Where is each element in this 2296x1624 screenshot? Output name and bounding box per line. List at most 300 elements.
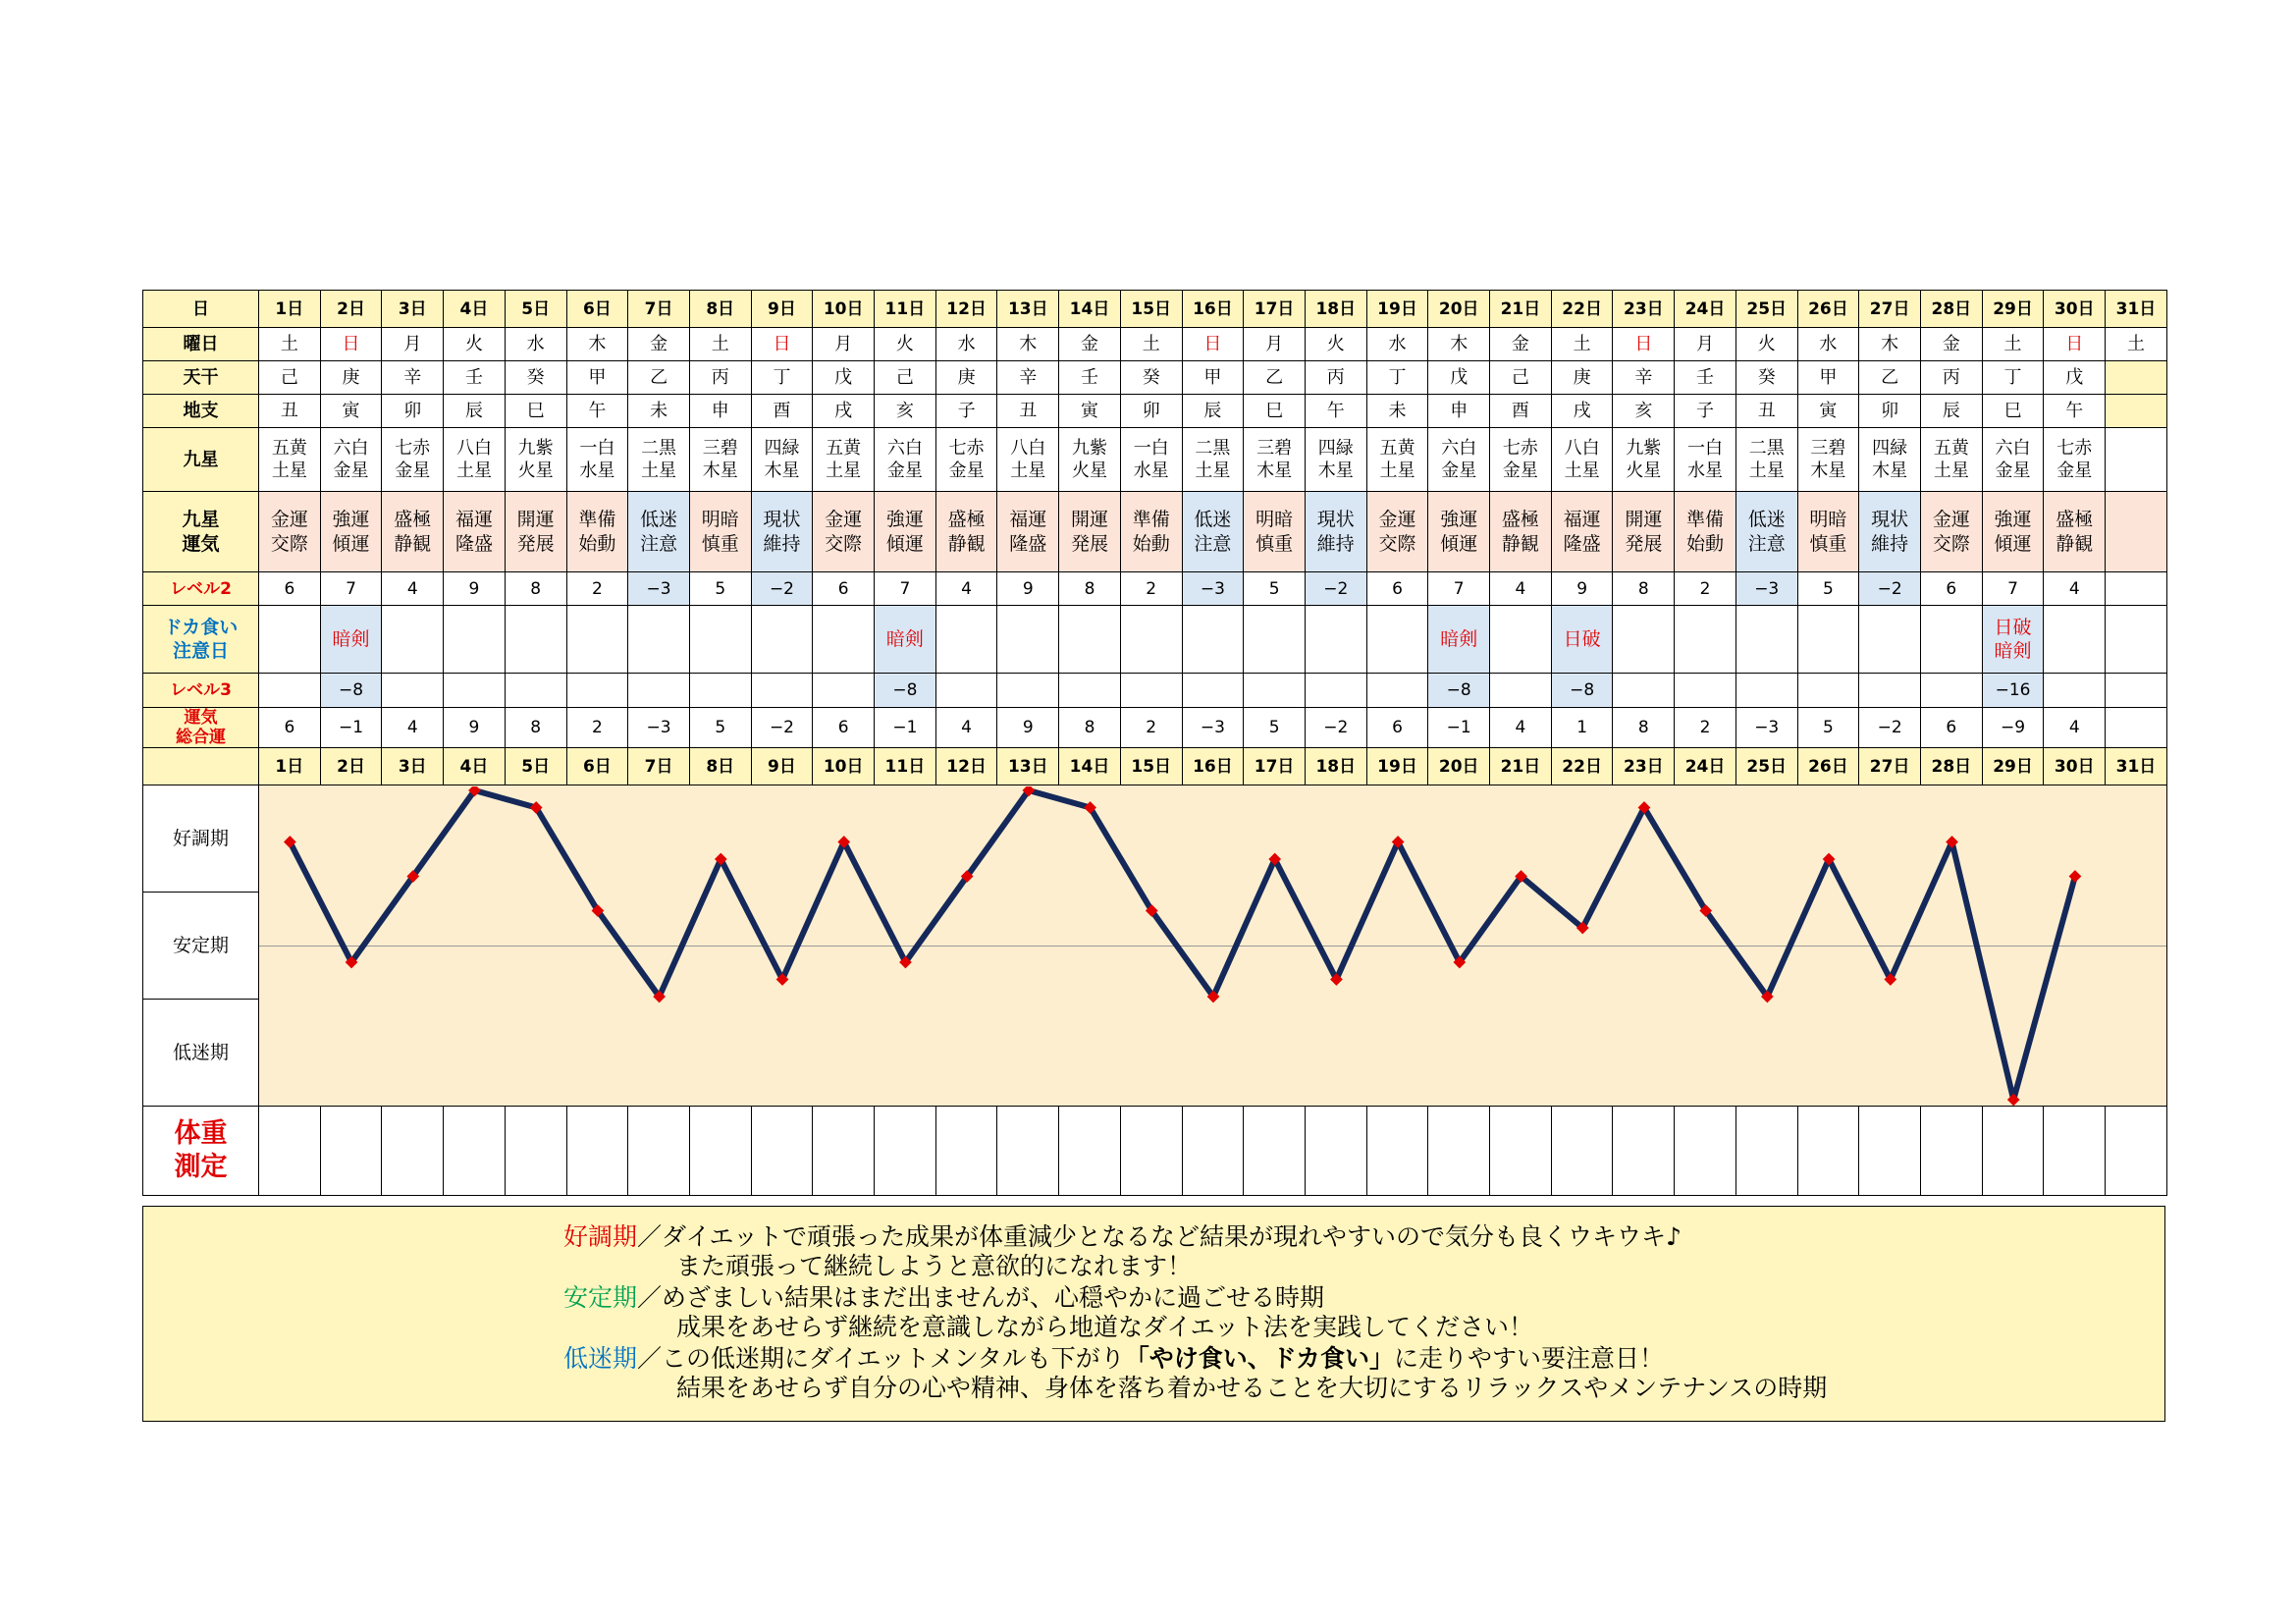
doka-row (143, 606, 2167, 674)
day-top-cell: 28日 (1920, 291, 1982, 328)
total-cell: 6 (1366, 708, 1428, 748)
calendar-grid (142, 290, 2167, 1196)
chishi-cell: 寅 (320, 395, 382, 428)
doka-cell: 暗剣 (1428, 606, 1490, 674)
legend-stable-text1: ／めざましい結果はまだ出ませんが、心穏やかに過ごせる時期 (637, 1283, 1325, 1312)
weekday-cell: 月 (1244, 328, 1306, 361)
day-bottom-cell: 17日 (1244, 748, 1306, 785)
total-cell: 8 (1613, 708, 1675, 748)
chishi-cell: 卯 (382, 395, 444, 428)
unki-cell: 金運 交際 (813, 492, 875, 572)
doka-cell (1366, 606, 1428, 674)
level2-cell: 7 (1982, 572, 2044, 606)
weight-cell (1551, 1107, 1613, 1196)
day-bottom-cell: 16日 (1182, 748, 1244, 785)
weight-cell (1613, 1107, 1675, 1196)
level3-cell: −8 (1551, 674, 1613, 708)
doka-cell: 日破 (1551, 606, 1613, 674)
weight-cell (1675, 1107, 1736, 1196)
doka-cell: 暗剣 (320, 606, 382, 674)
chishi-cell: 丑 (259, 395, 321, 428)
tenkan-cell: 丁 (1982, 361, 2044, 395)
weight-cell (1120, 1107, 1182, 1196)
chishi-cell: 巳 (505, 395, 566, 428)
unki-cell: 強運 傾運 (1982, 492, 2044, 572)
doka-cell (751, 606, 813, 674)
total-cell: 6 (259, 708, 321, 748)
day-bottom-cell: 1日 (259, 748, 321, 785)
kyusei-row (143, 428, 2167, 492)
legend-low-term: 低迷期 (563, 1344, 638, 1373)
weight-cell (1735, 1107, 1797, 1196)
day-top-cell: 7日 (628, 291, 690, 328)
unki-cell: 低迷 注意 (1735, 492, 1797, 572)
weight-cell (1366, 1107, 1428, 1196)
day-bottom-cell: 14日 (1059, 748, 1121, 785)
kyusei-cell: 七赤 金星 (1490, 428, 1552, 492)
day-top-cell: 26日 (1797, 291, 1859, 328)
doka-cell (1797, 606, 1859, 674)
kyusei-cell: 七赤 金星 (935, 428, 997, 492)
weekday-cell: 金 (1490, 328, 1552, 361)
day-top-cell: 1日 (259, 291, 321, 328)
weekday-cell: 木 (566, 328, 628, 361)
total-cell: 5 (1244, 708, 1306, 748)
weight-cell (1059, 1107, 1121, 1196)
day-top-cell: 10日 (813, 291, 875, 328)
level2-cell: 4 (2044, 572, 2106, 606)
level2-cell: −3 (628, 572, 690, 606)
level2-cell: 6 (1920, 572, 1982, 606)
unki-cell: 強運 傾運 (875, 492, 936, 572)
legend-low-text1c: に走りやすい要注意日！ (1394, 1344, 1665, 1373)
level2-cell: 8 (1613, 572, 1675, 606)
total-cell: 4 (382, 708, 444, 748)
tenkan-cell: 壬 (444, 361, 506, 395)
level3-cell (689, 674, 751, 708)
total-cell: 4 (935, 708, 997, 748)
kyusei-cell: 五黄 土星 (259, 428, 321, 492)
fortune-series-line (290, 790, 2075, 1100)
level2-cell: −3 (1735, 572, 1797, 606)
chishi-cell: 酉 (751, 395, 813, 428)
chishi-cell: 午 (1305, 395, 1366, 428)
weekday-cell: 木 (1859, 328, 1921, 361)
chishi-cell: 寅 (1059, 395, 1121, 428)
total-cell: 2 (566, 708, 628, 748)
day-top-cell: 21日 (1490, 291, 1552, 328)
day-bottom-cell: 29日 (1982, 748, 2044, 785)
level3-cell (1120, 674, 1182, 708)
level2-cell: 9 (444, 572, 506, 606)
kyusei-cell: 九紫 火星 (1613, 428, 1675, 492)
day-bottom-cell: 2日 (320, 748, 382, 785)
level2-row (143, 572, 2167, 606)
weekday-cell: 月 (382, 328, 444, 361)
chishi-cell: 巳 (1244, 395, 1306, 428)
chishi-cell: 辰 (1182, 395, 1244, 428)
unki-cell: 金運 交際 (1366, 492, 1428, 572)
day-top-cell: 31日 (2106, 291, 2167, 328)
tenkan-label: 天干 (143, 361, 259, 395)
level2-label: レベル2 (143, 572, 259, 606)
day-bottom-cell: 12日 (935, 748, 997, 785)
doka-cell (505, 606, 566, 674)
chart-svg (259, 786, 2166, 1106)
kyusei-cell: 四緑 木星 (1305, 428, 1366, 492)
day-top-cell: 14日 (1059, 291, 1121, 328)
unki-label-text: 九星 運気 (182, 508, 220, 555)
level2-cell: 6 (259, 572, 321, 606)
weight-cell (1182, 1107, 1244, 1196)
weekday-cell: 火 (875, 328, 936, 361)
chishi-cell: 戌 (1551, 395, 1613, 428)
weekday-cell: 金 (1059, 328, 1121, 361)
fortune-line-chart (259, 785, 2167, 1107)
weekday-cell: 水 (935, 328, 997, 361)
day-top-cell: 27日 (1859, 291, 1921, 328)
weight-cell (813, 1107, 875, 1196)
level3-cell (2044, 674, 2106, 708)
weekday-cell: 日 (2044, 328, 2106, 361)
kyusei-cell: 三碧 木星 (689, 428, 751, 492)
total-cell: 6 (813, 708, 875, 748)
day-top-cell: 23日 (1613, 291, 1675, 328)
phase-stable: 安定期 (143, 892, 258, 999)
unki-cell: 現状 維持 (751, 492, 813, 572)
weekday-cell: 土 (689, 328, 751, 361)
kyusei-cell: 二黒 土星 (628, 428, 690, 492)
level2-cell: 2 (1120, 572, 1182, 606)
unki-cell: 開運 発展 (1059, 492, 1121, 572)
tenkan-cell: 丙 (1920, 361, 1982, 395)
chishi-cell: 亥 (1613, 395, 1675, 428)
level3-cell (2106, 674, 2167, 708)
day-top-cell: 2日 (320, 291, 382, 328)
level2-cell: 7 (875, 572, 936, 606)
tenkan-cell (2106, 361, 2167, 395)
chishi-cell: 寅 (1797, 395, 1859, 428)
unki-cell: 金運 交際 (1920, 492, 1982, 572)
unki-cell: 明暗 慎重 (1244, 492, 1306, 572)
tenkan-cell: 癸 (1735, 361, 1797, 395)
weekday-cell: 日 (320, 328, 382, 361)
weekday-cell: 火 (444, 328, 506, 361)
tenkan-cell: 己 (259, 361, 321, 395)
level2-cell: 4 (1490, 572, 1552, 606)
phase-low: 低迷期 (143, 999, 258, 1106)
level3-cell: −8 (1428, 674, 1490, 708)
level2-cell: −2 (751, 572, 813, 606)
doka-cell: 暗剣 (875, 606, 936, 674)
tenkan-cell: 壬 (1059, 361, 1121, 395)
day-bottom-cell: 11日 (875, 748, 936, 785)
day-bottom-cell: 7日 (628, 748, 690, 785)
total-cell: 6 (1920, 708, 1982, 748)
tenkan-cell: 丁 (1366, 361, 1428, 395)
weekday-cell: 日 (751, 328, 813, 361)
total-label (143, 708, 259, 748)
unki-cell: 福運 隆盛 (444, 492, 506, 572)
weekday-cell: 土 (1982, 328, 2044, 361)
tenkan-cell: 甲 (1797, 361, 1859, 395)
doka-cell (259, 606, 321, 674)
level2-cell: 5 (1797, 572, 1859, 606)
level3-cell (1305, 674, 1366, 708)
day-bottom-cell: 4日 (444, 748, 506, 785)
day-bottom-cell: 23日 (1613, 748, 1675, 785)
unki-cell: 福運 隆盛 (1551, 492, 1613, 572)
day-top-cell: 22日 (1551, 291, 1613, 328)
day-top-cell: 30日 (2044, 291, 2106, 328)
doka-cell (2044, 606, 2106, 674)
day-top-cell: 25日 (1735, 291, 1797, 328)
doka-cell (1182, 606, 1244, 674)
chishi-cell: 未 (1366, 395, 1428, 428)
chishi-cell: 丑 (997, 395, 1059, 428)
weight-cell (1490, 1107, 1552, 1196)
unki-cell: 明暗 慎重 (1797, 492, 1859, 572)
level2-cell: 6 (1366, 572, 1428, 606)
unki-cell: 福運 隆盛 (997, 492, 1059, 572)
chishi-cell: 午 (566, 395, 628, 428)
day-row-top (143, 291, 2167, 328)
level2-cell: −2 (1305, 572, 1366, 606)
tenkan-cell: 乙 (628, 361, 690, 395)
level3-cell (1735, 674, 1797, 708)
weight-cell (2044, 1107, 2106, 1196)
weight-cell (2106, 1107, 2167, 1196)
day-top-cell: 3日 (382, 291, 444, 328)
chishi-cell: 子 (1675, 395, 1736, 428)
weight-cell (382, 1107, 444, 1196)
tenkan-cell: 癸 (1120, 361, 1182, 395)
level3-cell (1366, 674, 1428, 708)
weight-cell (997, 1107, 1059, 1196)
day-label-bottom (143, 748, 259, 785)
total-cell: −9 (1982, 708, 2044, 748)
doka-cell (1305, 606, 1366, 674)
weight-row (143, 1107, 2167, 1196)
data-point-29日 (2007, 1093, 2020, 1105)
tenkan-cell: 己 (1490, 361, 1552, 395)
weekday-cell: 金 (1920, 328, 1982, 361)
weekday-cell: 木 (1428, 328, 1490, 361)
day-top-cell: 29日 (1982, 291, 2044, 328)
level2-cell: 2 (566, 572, 628, 606)
weekday-cell: 土 (259, 328, 321, 361)
unki-cell: 準備 始動 (566, 492, 628, 572)
weekday-cell: 水 (505, 328, 566, 361)
chishi-cell: 巳 (1982, 395, 2044, 428)
tenkan-cell: 乙 (1859, 361, 1921, 395)
doka-cell (997, 606, 1059, 674)
tenkan-cell: 辛 (997, 361, 1059, 395)
level3-cell (1920, 674, 1982, 708)
weight-cell (751, 1107, 813, 1196)
total-cell: 8 (505, 708, 566, 748)
legend-low-text1a: ／この低迷期にダイエットメンタルも下がり (637, 1344, 1125, 1373)
weight-cell (1244, 1107, 1306, 1196)
kyusei-cell: 八白 土星 (1551, 428, 1613, 492)
legend-stable-term: 安定期 (563, 1283, 638, 1312)
day-bottom-cell: 30日 (2044, 748, 2106, 785)
level3-cell (1244, 674, 1306, 708)
day-top-cell: 5日 (505, 291, 566, 328)
total-cell: 2 (1120, 708, 1182, 748)
tenkan-cell: 辛 (382, 361, 444, 395)
day-label: 日 (143, 291, 259, 328)
total-cell: 9 (444, 708, 506, 748)
total-label-text: 運気 総合運 (176, 708, 226, 747)
chishi-cell: 子 (935, 395, 997, 428)
day-top-cell: 16日 (1182, 291, 1244, 328)
tenkan-cell: 甲 (566, 361, 628, 395)
weight-cell (320, 1107, 382, 1196)
doka-cell (689, 606, 751, 674)
legend-box (142, 1206, 2165, 1422)
chishi-cell: 卯 (1120, 395, 1182, 428)
total-cell: 4 (2044, 708, 2106, 748)
doka-cell (1120, 606, 1182, 674)
doka-cell (566, 606, 628, 674)
doka-cell (1920, 606, 1982, 674)
level3-cell (505, 674, 566, 708)
day-row-bottom (143, 748, 2167, 785)
level3-cell (1797, 674, 1859, 708)
unki-cell: 明暗 慎重 (689, 492, 751, 572)
unki-cell: 盛極 静観 (1490, 492, 1552, 572)
level2-cell: 7 (1428, 572, 1490, 606)
day-bottom-cell: 18日 (1305, 748, 1366, 785)
day-top-cell: 17日 (1244, 291, 1306, 328)
total-row (143, 708, 2167, 748)
unki-row (143, 492, 2167, 572)
unki-cell (2106, 492, 2167, 572)
weight-cell (444, 1107, 506, 1196)
weekday-cell: 火 (1305, 328, 1366, 361)
doka-cell (1490, 606, 1552, 674)
doka-label-text: ドカ食い 注意日 (163, 617, 239, 662)
weekday-cell: 土 (1120, 328, 1182, 361)
day-top-cell: 12日 (935, 291, 997, 328)
total-cell: −2 (1859, 708, 1921, 748)
weekday-cell: 土 (1551, 328, 1613, 361)
weekday-cell: 月 (1675, 328, 1736, 361)
day-top-cell: 20日 (1428, 291, 1490, 328)
unki-cell: 盛極 静観 (2044, 492, 2106, 572)
total-cell: 5 (1797, 708, 1859, 748)
total-cell (2106, 708, 2167, 748)
weekday-cell: 日 (1182, 328, 1244, 361)
level3-label: レベル3 (143, 674, 259, 708)
total-cell: 2 (1675, 708, 1736, 748)
day-bottom-cell: 3日 (382, 748, 444, 785)
tenkan-cell: 乙 (1244, 361, 1306, 395)
day-top-cell: 19日 (1366, 291, 1428, 328)
chishi-cell: 丑 (1735, 395, 1797, 428)
chishi-cell: 午 (2044, 395, 2106, 428)
unki-cell: 低迷 注意 (1182, 492, 1244, 572)
level2-cell: 8 (505, 572, 566, 606)
day-bottom-cell: 24日 (1675, 748, 1736, 785)
weight-cell (1305, 1107, 1366, 1196)
total-cell: 1 (1551, 708, 1613, 748)
total-cell: −3 (1735, 708, 1797, 748)
doka-cell (935, 606, 997, 674)
level3-cell (382, 674, 444, 708)
phase-labels (143, 785, 259, 1107)
weekday-cell: 木 (997, 328, 1059, 361)
kyusei-cell: 九紫 火星 (1059, 428, 1121, 492)
level2-cell: 7 (320, 572, 382, 606)
weekday-cell: 水 (1797, 328, 1859, 361)
level3-cell (444, 674, 506, 708)
day-top-cell: 11日 (875, 291, 936, 328)
day-bottom-cell: 26日 (1797, 748, 1859, 785)
level2-cell: 5 (1244, 572, 1306, 606)
day-bottom-cell: 6日 (566, 748, 628, 785)
total-cell: 8 (1059, 708, 1121, 748)
total-cell: −3 (1182, 708, 1244, 748)
level2-cell: 4 (382, 572, 444, 606)
tenkan-row (143, 361, 2167, 395)
weekday-cell: 火 (1735, 328, 1797, 361)
chishi-cell: 酉 (1490, 395, 1552, 428)
doka-cell (628, 606, 690, 674)
unki-cell: 準備 始動 (1675, 492, 1736, 572)
day-top-cell: 9日 (751, 291, 813, 328)
weight-cell (259, 1107, 321, 1196)
weight-label (143, 1107, 259, 1196)
level2-cell: −3 (1182, 572, 1244, 606)
level3-cell: −8 (320, 674, 382, 708)
weekday-cell: 水 (1366, 328, 1428, 361)
chishi-row (143, 395, 2167, 428)
level3-cell (1182, 674, 1244, 708)
level3-cell (1613, 674, 1675, 708)
doka-cell (1059, 606, 1121, 674)
kyusei-label: 九星 (143, 428, 259, 492)
day-bottom-cell: 10日 (813, 748, 875, 785)
level3-cell (628, 674, 690, 708)
level2-cell: 2 (1675, 572, 1736, 606)
unki-cell: 強運 傾運 (1428, 492, 1490, 572)
level3-cell (1059, 674, 1121, 708)
day-bottom-cell: 27日 (1859, 748, 1921, 785)
tenkan-cell: 庚 (935, 361, 997, 395)
tenkan-cell: 庚 (1551, 361, 1613, 395)
level2-cell: 6 (813, 572, 875, 606)
unki-cell: 強運 傾運 (320, 492, 382, 572)
data-point-30日 (2069, 870, 2082, 883)
unki-cell: 現状 維持 (1305, 492, 1366, 572)
doka-cell (813, 606, 875, 674)
tenkan-cell: 戊 (813, 361, 875, 395)
weight-cell (1859, 1107, 1921, 1196)
day-bottom-cell: 5日 (505, 748, 566, 785)
kyusei-cell: 四緑 木星 (1859, 428, 1921, 492)
level2-cell: 5 (689, 572, 751, 606)
total-cell: 5 (689, 708, 751, 748)
total-cell: −1 (875, 708, 936, 748)
kyusei-cell: 六白 金星 (320, 428, 382, 492)
weekday-cell: 金 (628, 328, 690, 361)
total-cell: −3 (628, 708, 690, 748)
level2-cell: 9 (997, 572, 1059, 606)
kyusei-cell: 一白 水星 (566, 428, 628, 492)
day-top-cell: 15日 (1120, 291, 1182, 328)
